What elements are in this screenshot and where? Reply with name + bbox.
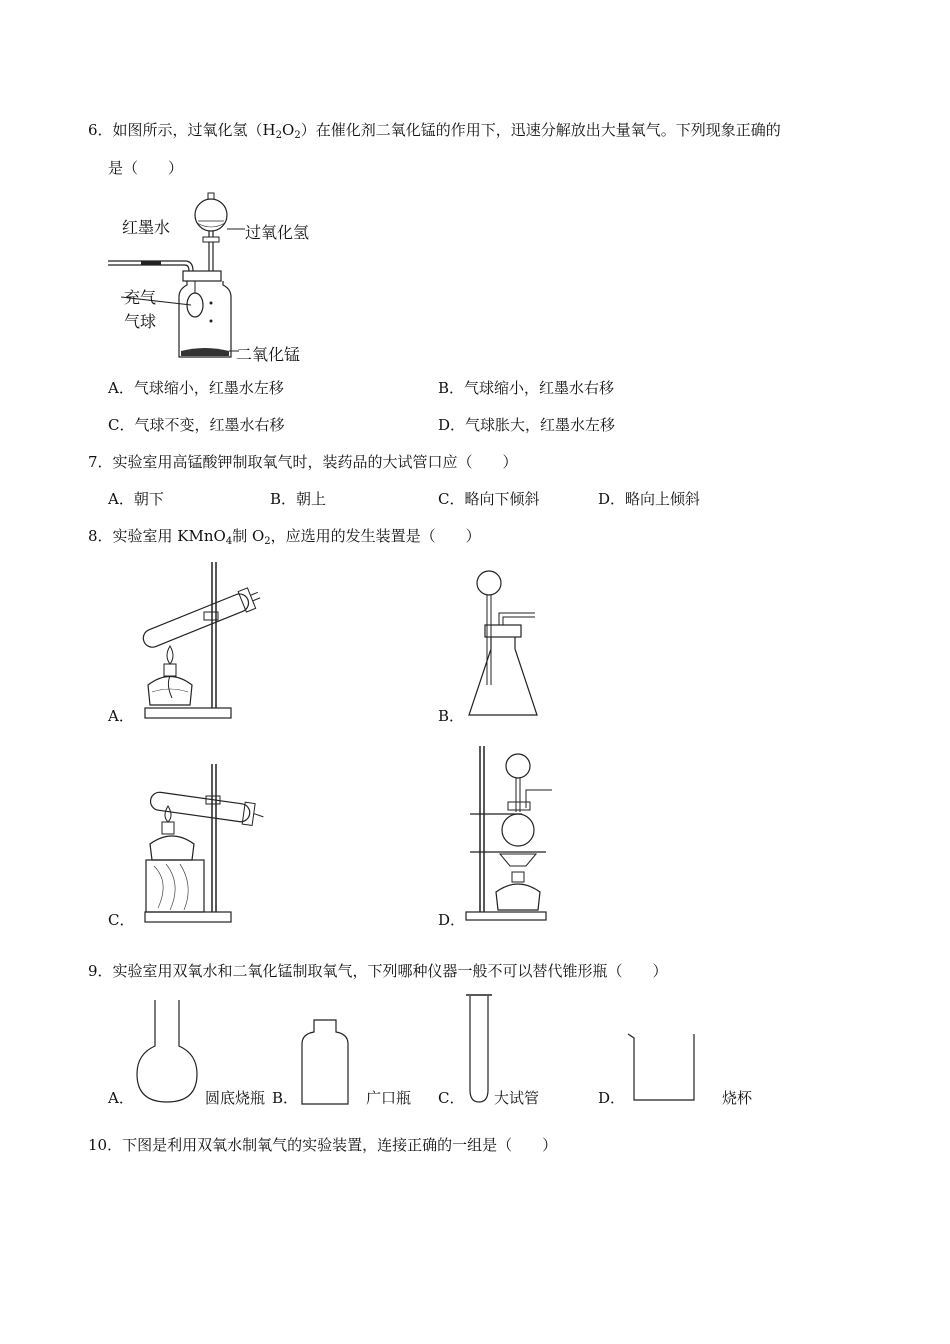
label-red-ink: 红墨水 bbox=[122, 218, 171, 237]
label-balloon-2: 气球 bbox=[124, 312, 157, 331]
q6-option-a[interactable]: A．气球缩小，红墨水左移 bbox=[108, 379, 284, 397]
q9-option-c[interactable]: C． bbox=[438, 1089, 465, 1107]
q7-option-c[interactable]: C．略向下倾斜 bbox=[438, 490, 540, 508]
q6-option-b[interactable]: B．气球缩小，红墨水右移 bbox=[438, 379, 615, 397]
q9-option-a[interactable]: A． bbox=[108, 1089, 134, 1107]
q9-caption-c: 大试管 bbox=[494, 1089, 540, 1107]
q10-stem: 10．下图是利用双氧水制氧气的实验装置，连接正确的一组是（ ） bbox=[88, 1136, 558, 1154]
q8-apparatus-d bbox=[462, 742, 572, 922]
q9-round-flask-figure bbox=[133, 998, 203, 1108]
q8-apparatus-c bbox=[140, 762, 270, 922]
q6-option-c[interactable]: C．气球不变，红墨水右移 bbox=[108, 416, 285, 434]
q7-stem: 7．实验室用高锰酸钾制取氧气时，装药品的大试管口应（ ） bbox=[88, 453, 518, 471]
q9-test-tube-figure bbox=[466, 994, 496, 1106]
q8-stem: 8．实验室用 KMnO$_4$制 $O_2$，应选用的发生装置是（ ） bbox=[88, 527, 481, 547]
q7-option-d[interactable]: D．略向上倾斜 bbox=[598, 490, 701, 508]
q9-caption-a: 圆底烧瓶 bbox=[205, 1089, 266, 1107]
label-balloon-1: 充气 bbox=[124, 288, 157, 307]
q7-option-a[interactable]: A．朝下 bbox=[108, 490, 164, 508]
q9-caption-b: 广口瓶 bbox=[366, 1089, 412, 1107]
q6-option-d[interactable]: D．气球胀大，红墨水左移 bbox=[438, 416, 616, 434]
q8-option-a[interactable]: A． bbox=[108, 707, 134, 725]
q8-apparatus-a bbox=[140, 560, 270, 720]
q8-option-b[interactable]: B． bbox=[438, 707, 465, 725]
q7-option-b[interactable]: B．朝上 bbox=[270, 490, 327, 508]
q8-apparatus-b bbox=[465, 565, 555, 725]
q9-option-b[interactable]: B． bbox=[272, 1089, 299, 1107]
q8-option-c[interactable]: C． bbox=[108, 911, 135, 929]
q9-option-d[interactable]: D． bbox=[598, 1089, 626, 1107]
q9-stem: 9．实验室用双氧水和二氧化锰制取氧气，下列哪种仪器一般不可以替代锥形瓶（ ） bbox=[88, 962, 668, 980]
q6-apparatus-figure bbox=[105, 185, 335, 365]
q9-wide-bottle-figure bbox=[300, 1018, 360, 1108]
q6-stem-line2: 是（ ） bbox=[108, 159, 184, 177]
q8-option-d[interactable]: D． bbox=[438, 911, 466, 929]
label-mno2: 二氧化锰 bbox=[236, 345, 301, 364]
q6-stem-line1: 6．如图所示，过氧化氢$(H_2O_2)$在催化剂二氧化锰的作用下，迅速分解放出大量氧气。下列现象正确的 bbox=[88, 121, 781, 141]
label-h2o2: 过氧化氢 bbox=[245, 223, 310, 242]
q9-beaker-figure bbox=[626, 1030, 698, 1104]
q9-caption-d: 烧杯 bbox=[722, 1089, 753, 1107]
